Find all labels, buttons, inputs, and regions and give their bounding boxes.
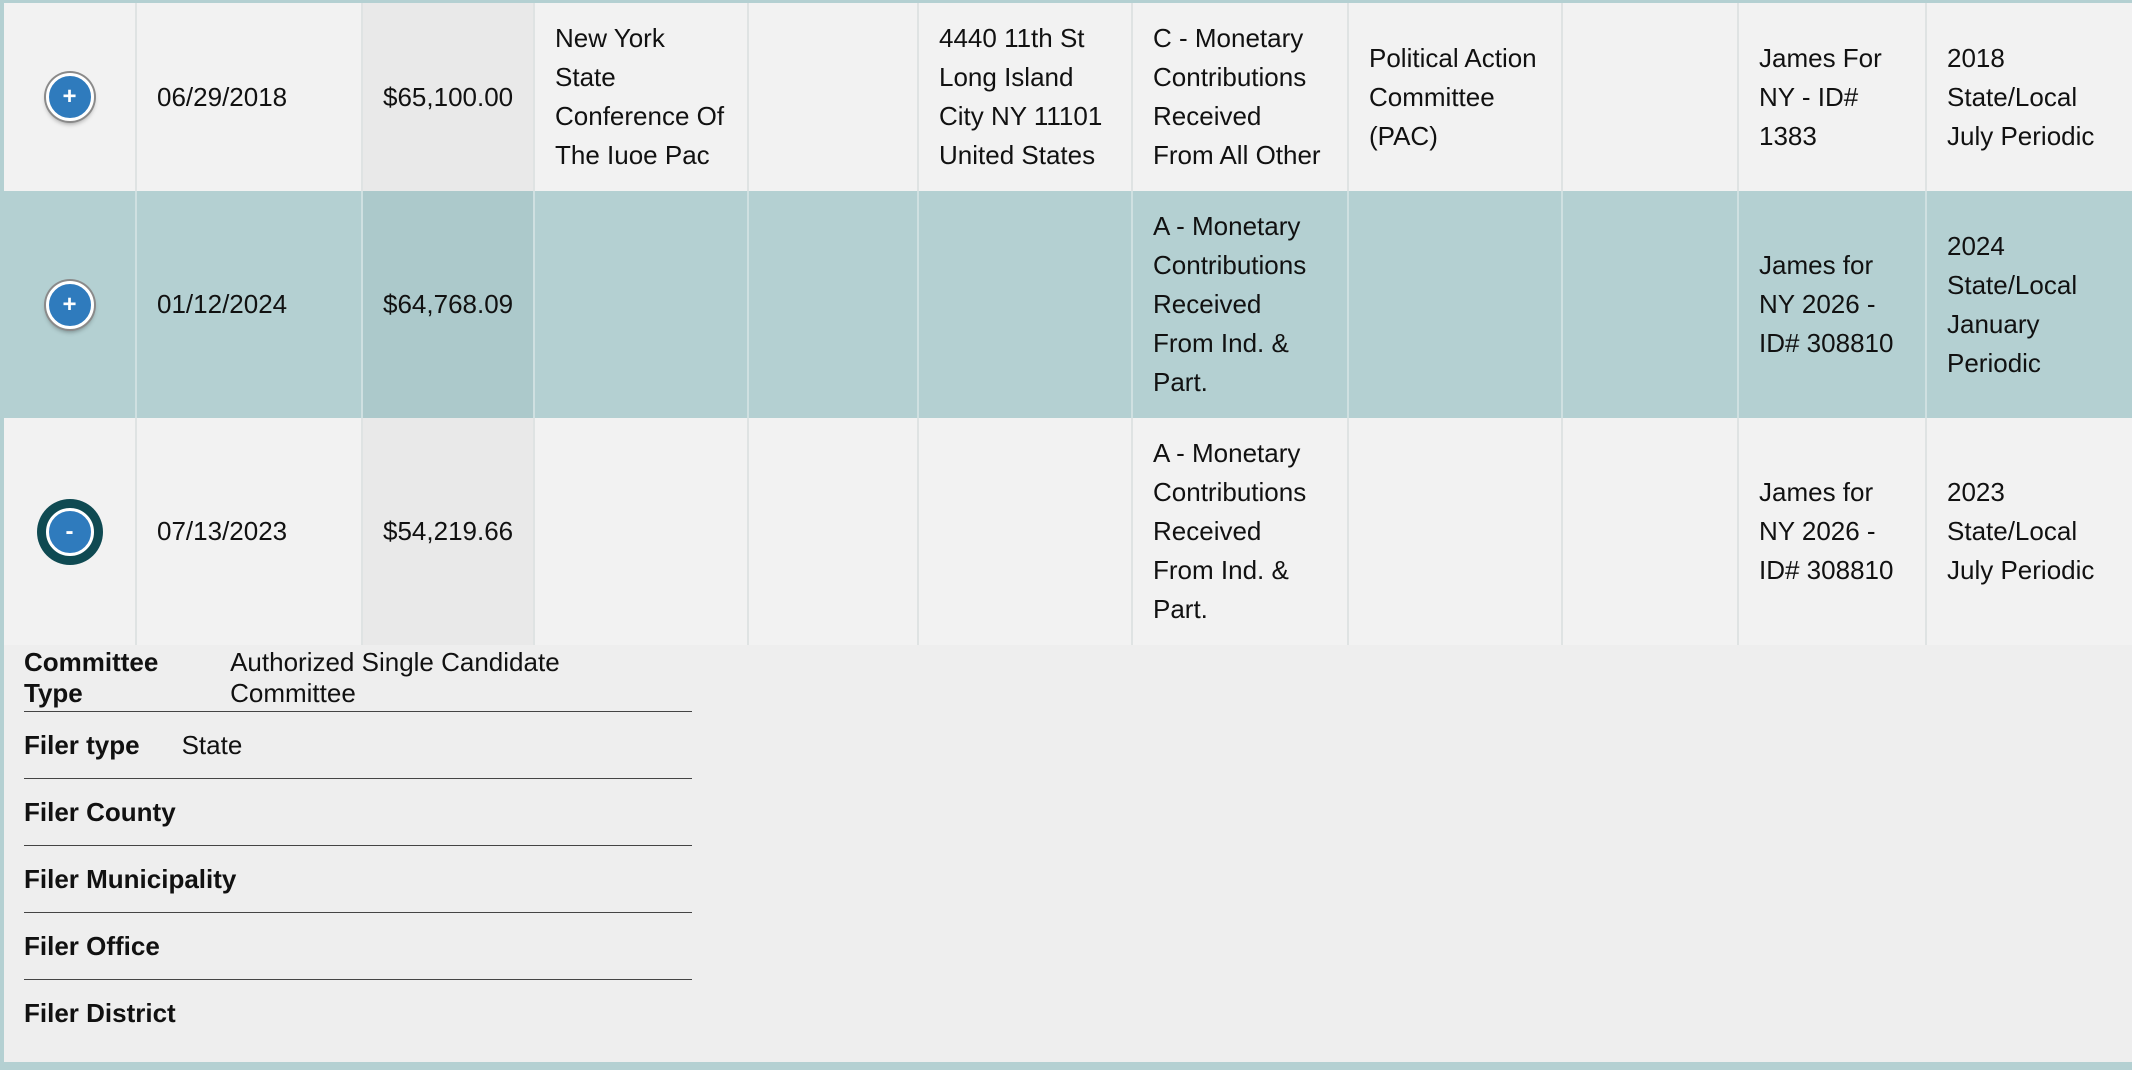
detail-filer-county bbox=[24, 779, 692, 846]
empty-cell bbox=[1562, 191, 1738, 418]
filer-cell: James for NY 2026 - ID# 308810 bbox=[1738, 191, 1926, 418]
table-row[interactable] bbox=[4, 3, 2132, 191]
empty-cell bbox=[748, 191, 918, 418]
contributor-type-cell: Political Action Committee (PAC) bbox=[1348, 3, 1562, 191]
amount-cell: $65,100.00 bbox=[362, 3, 534, 191]
expanded-row-details bbox=[4, 645, 2132, 1062]
detail-filer-type bbox=[24, 712, 692, 779]
detail-label: Filer Office bbox=[24, 930, 160, 961]
detail-committee-type bbox=[24, 645, 692, 712]
report-cell: 2023 State/Local July Periodic bbox=[1926, 418, 2132, 645]
schedule-cell: A - Monetary Contributions Received From Ind. & Part. bbox=[1132, 418, 1348, 645]
schedule-cell: A - Monetary Contributions Received From Ind. & Part. bbox=[1132, 191, 1348, 418]
detail-label: Filer County bbox=[24, 796, 176, 827]
table-row[interactable] bbox=[4, 418, 2132, 645]
contributor-cell: New York State Conference Of The Iuoe Pac bbox=[534, 3, 748, 191]
detail-filer-office bbox=[24, 913, 692, 980]
date-cell: 07/13/2023 bbox=[136, 418, 362, 645]
contributor-cell bbox=[534, 418, 748, 645]
empty-cell bbox=[1562, 418, 1738, 645]
contributions-table-area bbox=[4, 3, 2132, 1062]
filer-cell: James for NY 2026 - ID# 308810 bbox=[1738, 418, 1926, 645]
amount-cell: $54,219.66 bbox=[362, 418, 534, 645]
detail-filer-district bbox=[24, 980, 692, 1047]
detail-label: Filer Municipality bbox=[24, 863, 237, 894]
detail-label: Filer District bbox=[24, 998, 176, 1028]
schedule-cell: C - Monetary Contributions Received From All Other bbox=[1132, 3, 1348, 191]
contributor-type-cell bbox=[1348, 191, 1562, 418]
contributor-cell bbox=[534, 191, 748, 418]
address-cell: 4440 11th St Long Island City NY 11101 United States bbox=[918, 3, 1132, 191]
detail-label: Committee Type bbox=[24, 647, 159, 708]
table-row[interactable] bbox=[4, 191, 2132, 418]
plus-circle-icon[interactable]: + bbox=[46, 73, 94, 121]
empty-cell bbox=[748, 418, 918, 645]
detail-filer-municipality bbox=[24, 846, 692, 913]
date-cell: 06/29/2018 bbox=[136, 3, 362, 191]
detail-label: Filer type bbox=[24, 729, 140, 760]
date-cell: 01/12/2024 bbox=[136, 191, 362, 418]
detail-value: Authorized Single Candidate Committee bbox=[230, 647, 560, 708]
contributions-table bbox=[4, 3, 2132, 645]
empty-cell bbox=[748, 3, 918, 191]
amount-cell: $64,768.09 bbox=[362, 191, 534, 418]
detail-value: State bbox=[181, 729, 243, 760]
filer-cell: James For NY - ID# 1383 bbox=[1738, 3, 1926, 191]
empty-cell bbox=[1562, 3, 1738, 191]
plus-circle-icon[interactable]: + bbox=[46, 281, 94, 329]
contributor-type-cell bbox=[1348, 418, 1562, 645]
report-cell: 2024 State/Local January Periodic bbox=[1926, 191, 2132, 418]
address-cell bbox=[918, 191, 1132, 418]
report-cell: 2018 State/Local July Periodic bbox=[1926, 3, 2132, 191]
minus-circle-icon[interactable]: - bbox=[46, 508, 94, 556]
address-cell bbox=[918, 418, 1132, 645]
